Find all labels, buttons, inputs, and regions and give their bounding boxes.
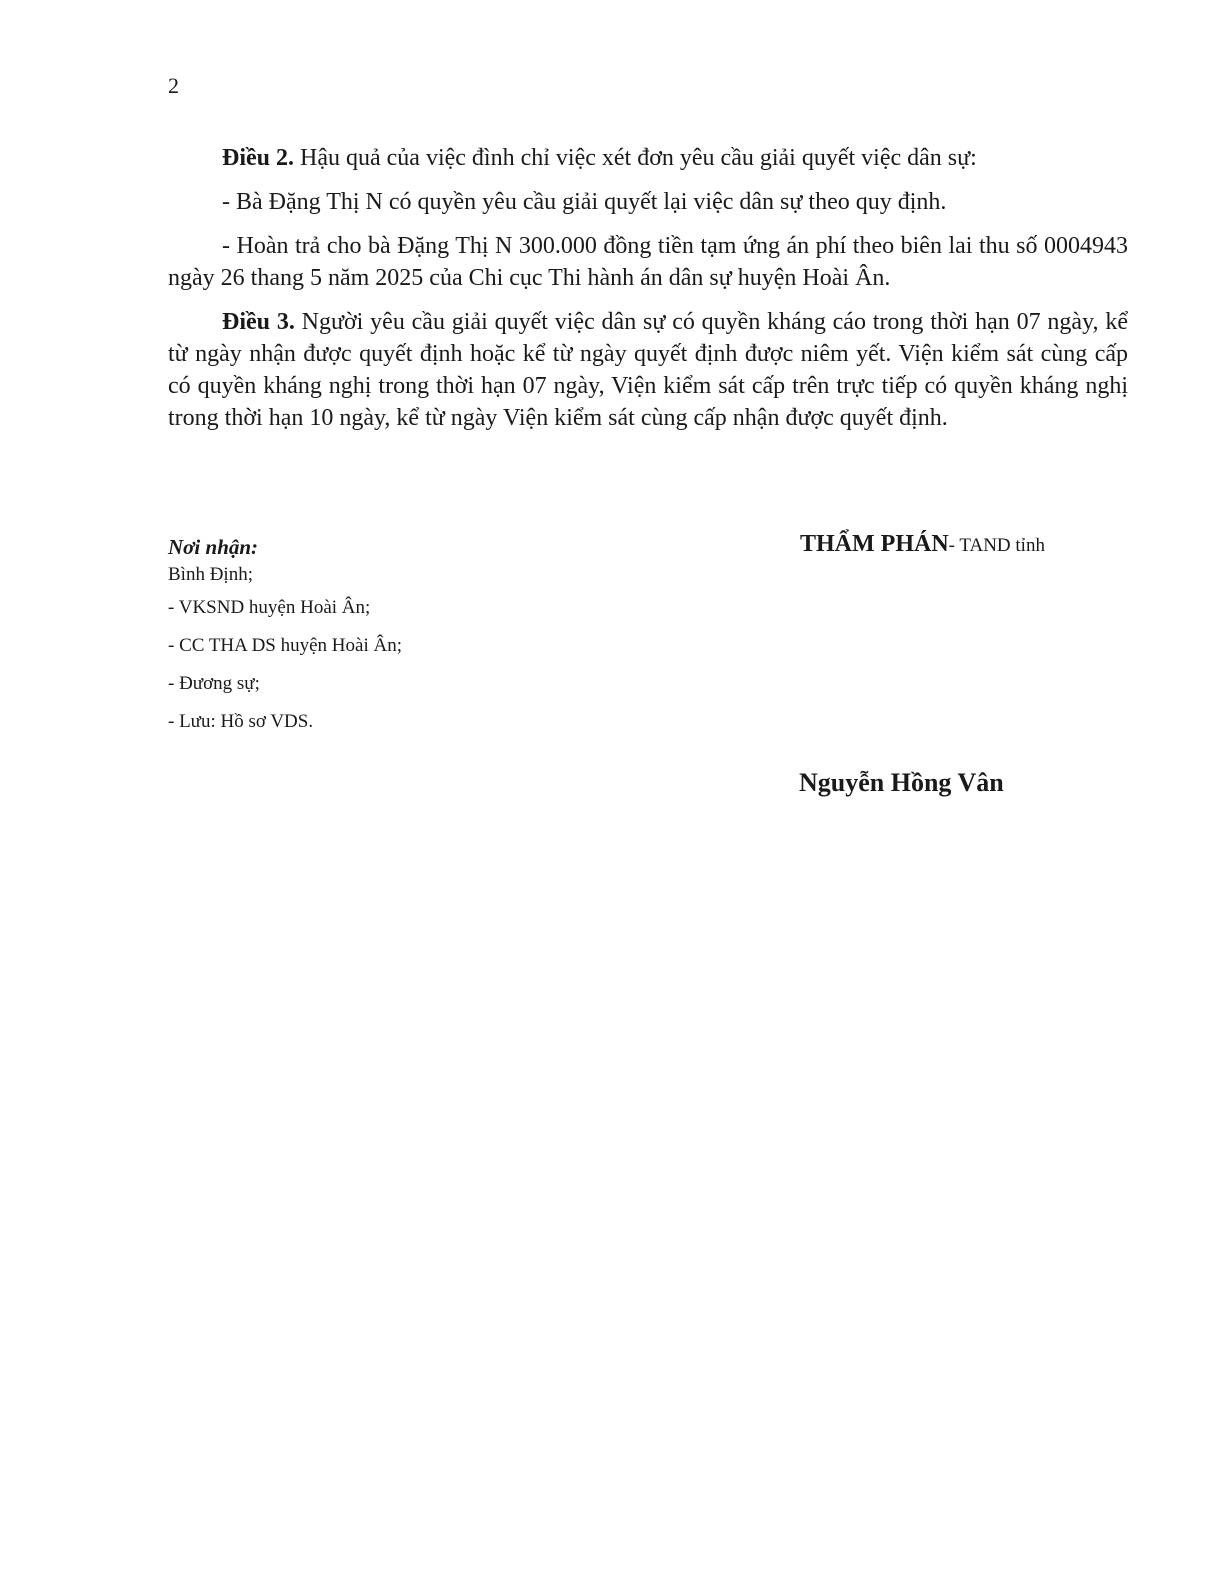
article-2: [168, 142, 1128, 174]
recipients-block: [168, 533, 728, 741]
signature-org: - TAND tỉnh: [948, 535, 1045, 556]
recipients-heading: Nơi nhận:: [168, 535, 259, 559]
article-2-item-1: - Bà Đặng Thị N có quyền yêu cầu giải quyết lại việc dân sự theo quy định.: [222, 189, 947, 215]
signature-title: [800, 531, 1045, 558]
article-2-text: Hậu quả của việc đình chỉ việc xét đơn yêu cầu giải quyết việc dân sự:: [294, 145, 977, 171]
recipient-item: - CC THA DS huyện Hoài Ân;: [168, 635, 402, 656]
signature-role: THẨM PHÁN: [800, 531, 949, 557]
article-3-heading: Điều 3.: [222, 309, 295, 335]
recipient-item: - Đương sự;: [168, 673, 260, 694]
document-body: [168, 142, 1128, 446]
article-3-text: Người yêu cầu giải quyết việc dân sự có quyền kháng cáo trong thời hạn 07 ngày, kể từ ngày nhận được quyết định hoặc kể từ ngày quyết định được niêm yết. Viện kiểm sát cùng cấp có quyền kháng nghị trong thời hạn 07 ngày, Viện kiểm sát cấp trên trực tiếp có quyền kháng nghị trong thời hạn 10 ngày, kể từ ngày Viện kiểm sát cùng cấp nhận được quyết định.: [168, 309, 1128, 431]
article-2-item-2: - Hoàn trả cho bà Đặng Thị N 300.000 đồng tiền tạm ứng án phí theo biên lai thu số 0004943 ngày 26 thang 5 năm 2025 của Chi cục Thi hành án dân sự huyện Hoài Ân.: [168, 233, 1128, 291]
page-number: 2: [168, 73, 179, 98]
signer-name: Nguyễn Hồng Vân: [799, 768, 1004, 797]
article-3: [168, 306, 1128, 434]
article-2-heading: Điều 2.: [222, 145, 294, 171]
recipients-first-line: Bình Định;: [168, 564, 253, 585]
recipient-item: - Lưu: Hồ sơ VDS.: [168, 711, 314, 732]
recipient-item: - VKSND huyện Hoài Ân;: [168, 597, 371, 618]
